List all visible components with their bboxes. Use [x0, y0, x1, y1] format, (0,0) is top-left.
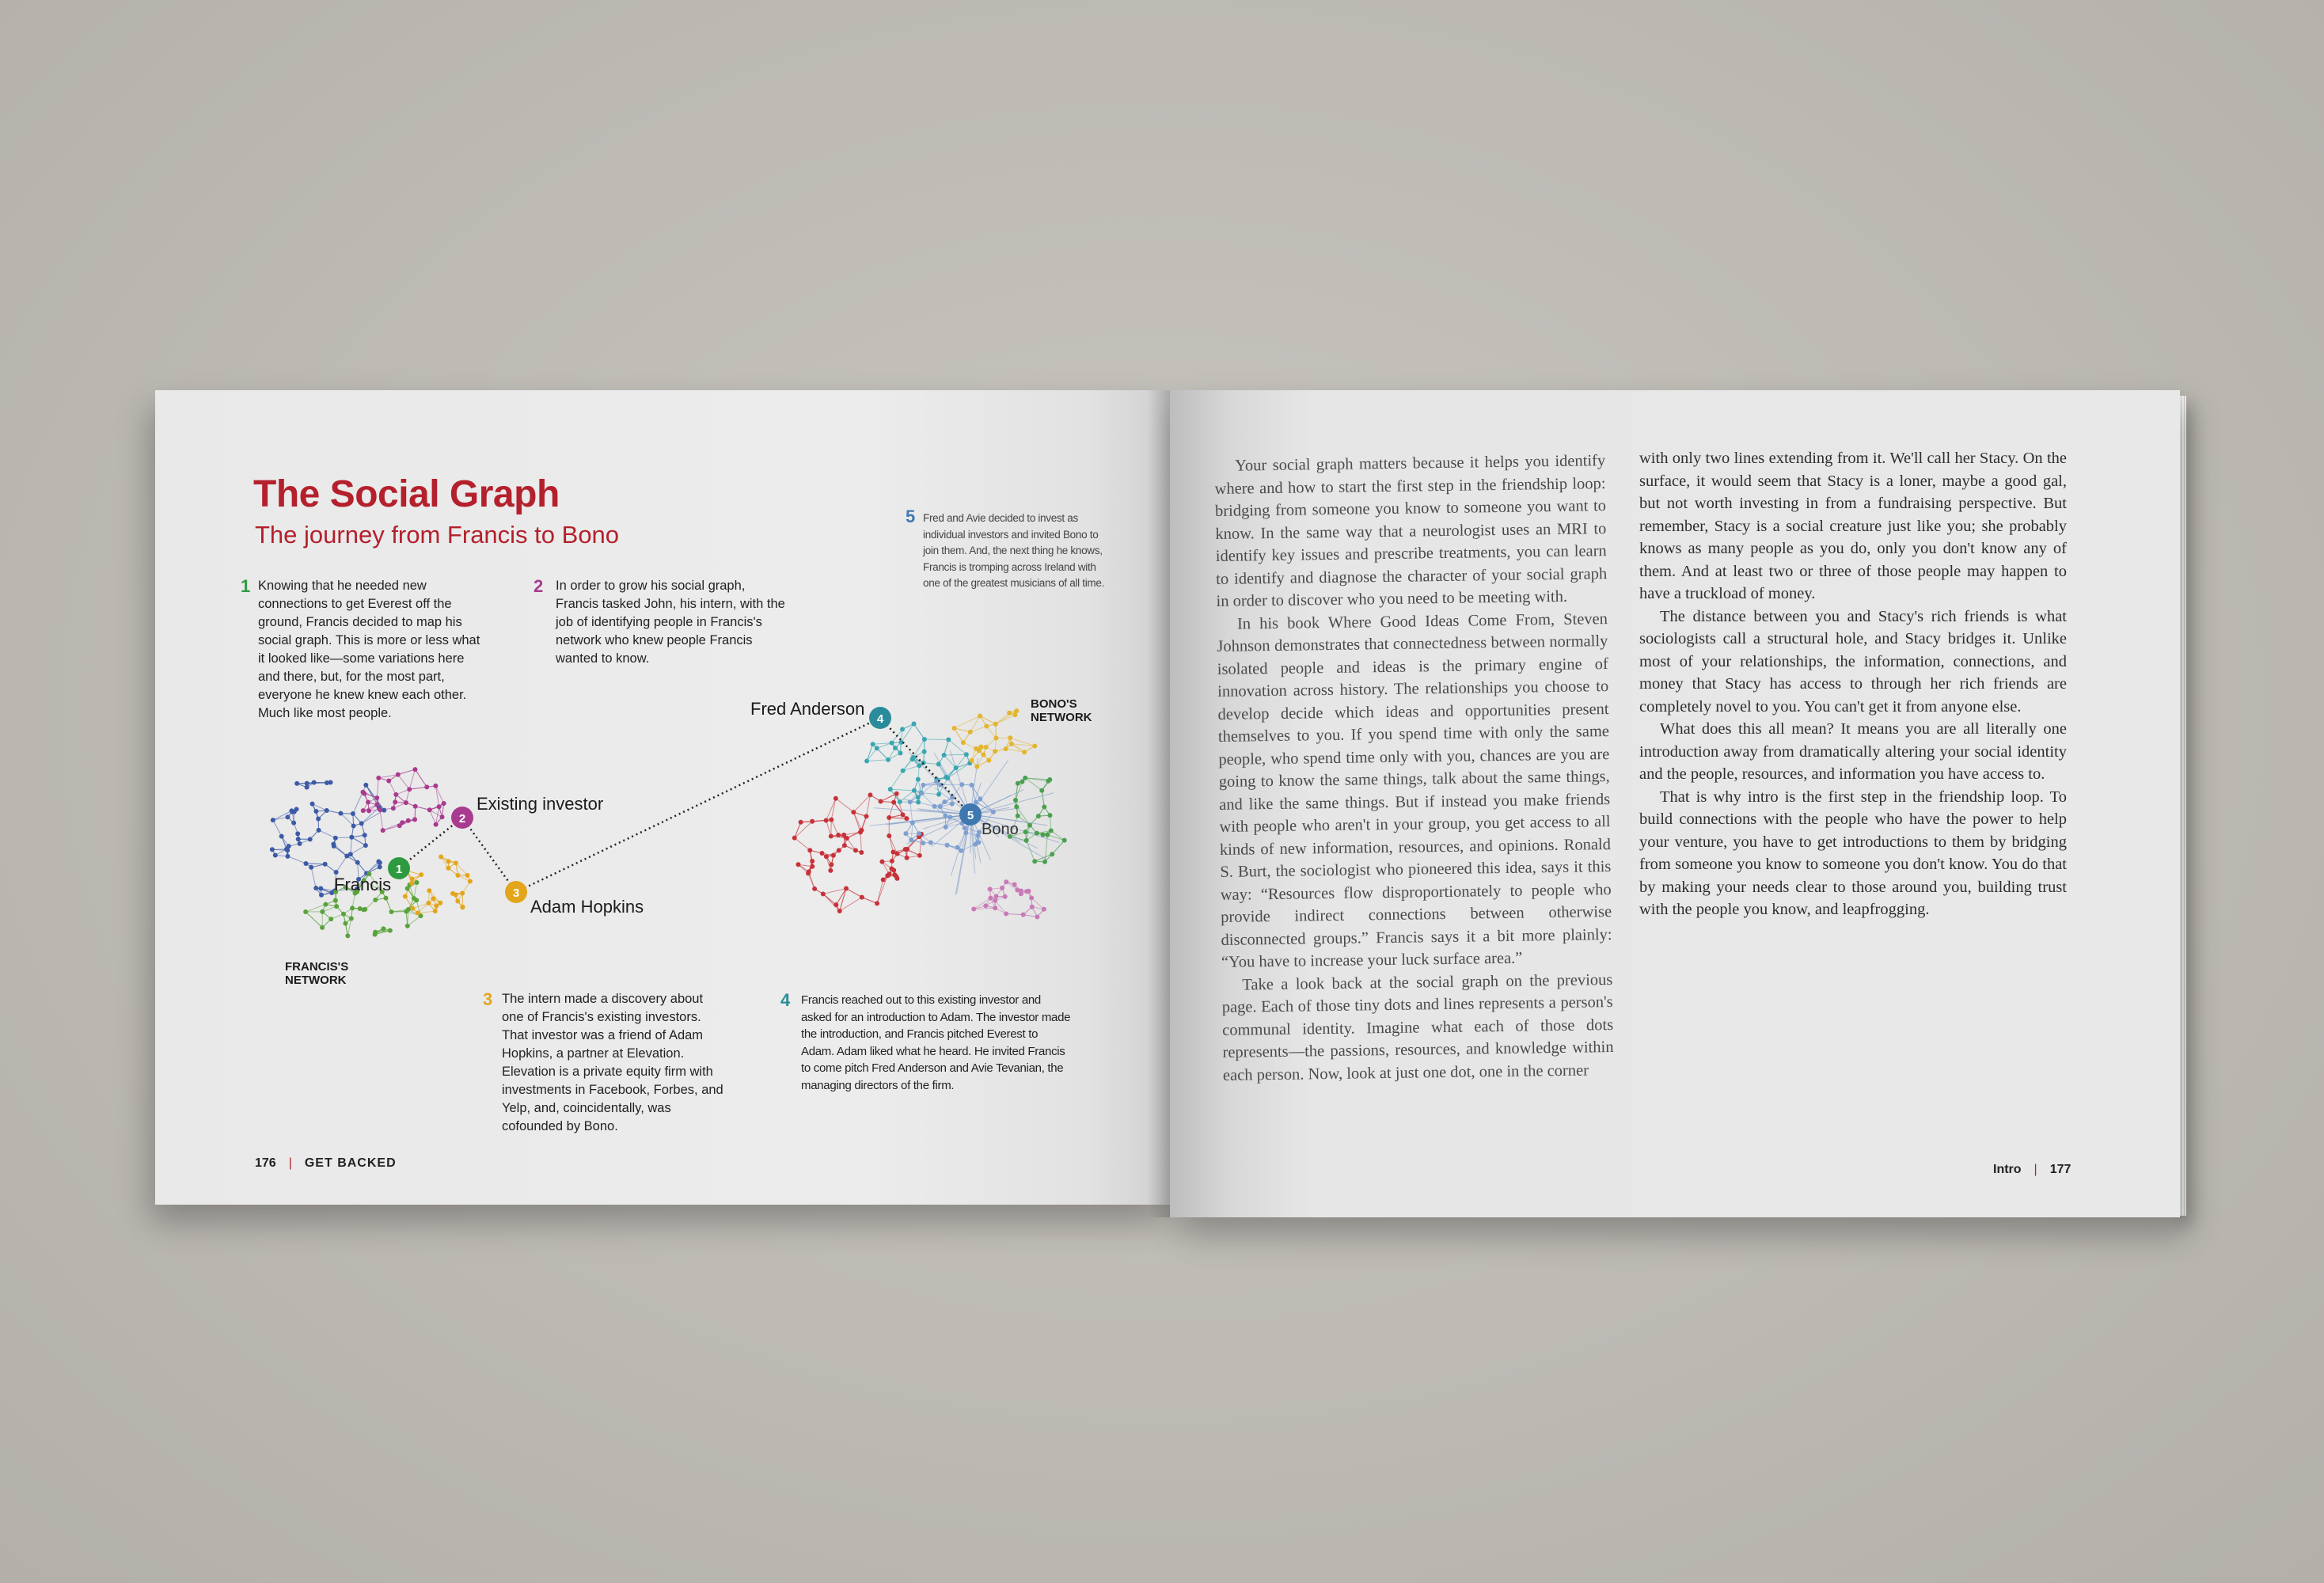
bono-network-label: BONO'S NETWORK [1031, 697, 1092, 724]
node-existing-investor [451, 807, 473, 829]
text-column-right [1639, 447, 2067, 921]
paragraph: Take a look back at the social graph on the previous page. Each of those tiny dots and lines represents a person's communal identity. Imagine what each of those dots represents—the passions, resources, and knowledge within each person. Now, look at just one dot, one in the corner [1221, 970, 1614, 1084]
francis-network-label: FRANCIS'S NETWORK [285, 960, 349, 987]
paragraph: Your social graph matters because it helps you identify where and how to start the first step in the friendship loop: bridging from someone you know to someone you want to know. In the same way that a neurologist uses an MRI to identify key issues and prescribe treatments, you can learn to identify and diagnose the character of your social graph in order to discover who you need to be meeting with. [1214, 452, 1608, 610]
node-adam-hopkins [505, 881, 527, 903]
book-title: GET BACKED [304, 1156, 397, 1170]
step-3-text: The intern made a discovery about one of Francis's existing investors. That investor was a friend of Adam Hopkins, a partner at Elevation. Elevation is a private equity firm with investments in Facebook, Forbes, and Yelp, and, coincidentally, was cofounded by Bono. [502, 992, 723, 1133]
node-francis [388, 857, 410, 879]
step-5-number: 5 [906, 507, 915, 526]
right-footer [1993, 1163, 2071, 1177]
paragraph: The distance between you and Stacy's rich friends is what sociologists call a structural hole, and Stacy bridges it. Unlike most of your relationships, the information, connections, and money that Stacy has access to through her rich friends are completely novel to you. You can't get it from anyone else. [1639, 607, 2067, 716]
step-2-text: In order to grow his social graph, Francis tasked John, his intern, with the job of identifying people in Francis's network who knew people Francis wanted to know. [556, 579, 785, 666]
node-francis-number: 1 [395, 863, 403, 876]
social-graph-diagram [155, 390, 1170, 1205]
left-page-number: 176 [255, 1156, 276, 1170]
label-bono: Bono [982, 821, 1019, 838]
step-4-text: Francis reached out to this existing investor and asked for an introduction to Adam. The investor made the introduction, and Francis pitched Everest to Adam. Adam liked what he heard. He invited Francis to come pitch Fred Anderson and Avie Tevanian, the managing directors of the firm. [801, 993, 1071, 1092]
bono-yellow-dots [951, 708, 1037, 769]
node-fred-anderson [869, 707, 891, 729]
step-1-number: 1 [241, 576, 251, 596]
bono-pink-edges [974, 882, 1044, 917]
section-name: Intro [1993, 1163, 2022, 1176]
paragraph: What does this all mean? It means you are all literally one introduction away from dramatically altering your social identity and the people, resources, and information you have access to. [1639, 720, 2067, 783]
node-bono [959, 803, 982, 826]
page-subtitle: The journey from Francis to Bono [255, 521, 620, 549]
footer-separator: | [288, 1156, 292, 1170]
node-bono-number: 5 [966, 809, 974, 822]
paragraph: That is why intro is the first step in the friendship loop. To build connections with the people who have the power to help your venture, you have to get introductions to them by bridging from someone you know to someone you don't know. You do that by making your needs clear to those around you, building trust with the people you know, and leapfrogging. [1639, 788, 2067, 918]
node-adam-number: 3 [512, 886, 520, 900]
step-2-number: 2 [534, 576, 544, 596]
step-3-number: 3 [483, 989, 493, 1009]
footer-separator: | [2034, 1163, 2037, 1176]
bono-red-edges [795, 794, 921, 911]
node-fred-number: 4 [876, 712, 884, 726]
label-francis: Francis [334, 875, 392, 894]
node-investor-number: 2 [458, 812, 466, 826]
right-page-number: 177 [2049, 1163, 2071, 1176]
step-4-number: 4 [780, 990, 790, 1010]
label-fred-anderson: Fred Anderson [750, 699, 865, 719]
paragraph: In his book Where Good Ideas Come From, Steven Johnson demonstrates that connectedness between normally isolated people and ideas is the primary engine of innovation across history. The relationships you choose to develop decide which ideas and opportunities present themselves to you. If you spend time with only the same people, who spend time only with you, chances are you are going to know the same things, talk about the same things, and like the same things. But if instead you make friends with people who aren't in your group, you get access to all kinds of new information, resources, and opinions. Ronald S. Burt, the sociologist who pioneered this idea, says it this way: “Resources flow disproportionately to people who provide indirect connections between otherwise disconnected groups.” Francis says it a bit more plainly: “You have to increase your luck surface area.” [1217, 609, 1612, 971]
step-5-text: Fred and Avie decided to invest as individual investors and invited Bono to join them. And, the next thing he knows, Francis is tromping across Ireland with one of the greatest musicians of all time. [923, 512, 1105, 589]
text-column-left [1214, 450, 1614, 1087]
left-page [155, 390, 1170, 1205]
label-existing-investor: Existing investor [477, 794, 604, 814]
francis-yellow-dots [403, 855, 473, 916]
left-footer [255, 1156, 397, 1171]
label-adam-hopkins: Adam Hopkins [530, 897, 644, 917]
step-1-text: Knowing that he needed new connections to get Everest off the ground, Francis decided to map his social graph. This is more or less what it looked like—some variations here and there, but, for the most part, everyone he knew knew each other. Much like most people. [258, 579, 480, 720]
right-page [1170, 390, 2180, 1217]
page-title: The Social Graph [253, 473, 560, 515]
bono-green-edges [1010, 778, 1065, 862]
path-francis-to-investor [399, 818, 462, 868]
paragraph: with only two lines extending from it. We'll call her Stacy. On the surface, it would seem that Stacy is a loner, maybe a good gal, but not worth investing in from a fundraising perspective. But remember, Stacy is a social creature just like you; she probably knows as many people as you do, only you don't know any of them. And at least two or three of those people may happen to have a truckload of money. [1639, 450, 2067, 602]
